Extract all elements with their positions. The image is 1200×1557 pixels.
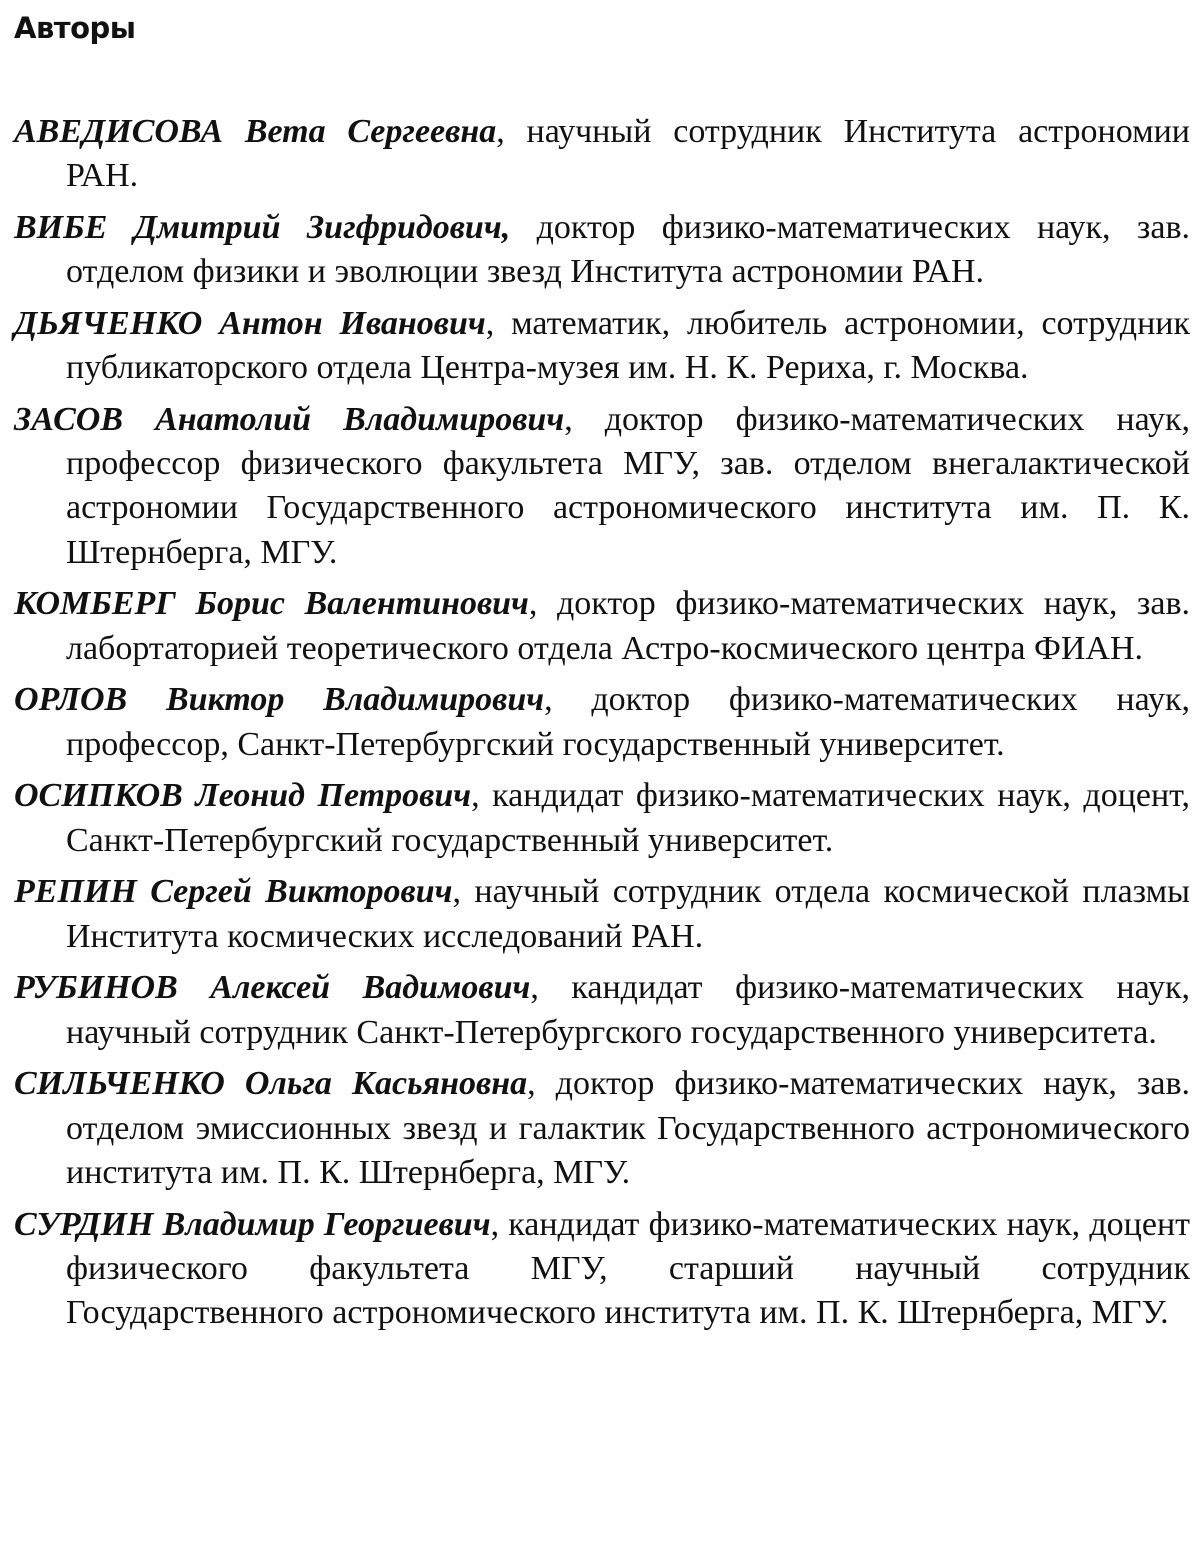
author-name: РУБИНОВ Алексей Вадимович — [14, 969, 531, 1007]
author-entry — [14, 870, 1190, 958]
author-description: , доктор физико-математических наук, зав. лабортаторией теоретического отдела Астро-космического центра ФИАН. — [66, 585, 1190, 667]
author-entry — [14, 302, 1190, 390]
page-title: Авторы — [14, 11, 136, 45]
author-name: ВИБЕ Дмитрий Зигфридович, — [14, 209, 511, 246]
author-list — [14, 110, 1190, 1335]
author-description: , математик, любитель астрономии, сотрудник публикаторского отдела Центра-музея им. Н. К. Рериха, г. Москва. — [66, 305, 1190, 387]
author-entry — [14, 1062, 1190, 1195]
author-name: ОРЛОВ Виктор Владимирович — [14, 681, 545, 719]
author-entry — [14, 206, 1190, 294]
author-name: СУРДИН Владимир Георгиевич — [14, 1205, 491, 1243]
author-entry — [14, 398, 1190, 575]
author-description: , доктор физико-математических наук, профессор физического факультета МГУ, зав. отделом внегалактической астрономии Государственного астрономического института им. П. К. Штернберга, МГУ. — [66, 401, 1191, 571]
author-entry — [14, 1203, 1190, 1336]
author-name: РЕПИН Сергей Викторович — [14, 873, 453, 911]
author-description: доктор физико-математических наук, зав. отделом физики и эволюции звезд Института астрономии РАН. — [66, 209, 1190, 291]
author-description: , доктор физико-математических наук, профессор, Санкт-Петербургский государственный университет. — [66, 681, 1190, 763]
author-description: , кандидат физико-математических наук, научный сотрудник Санкт-Петербургского государственного университета. — [66, 969, 1190, 1051]
author-description: , кандидат физико-математических наук, доцент физического факультета МГУ, старший научный сотрудник Государственного астрономического института им. П. К. Штернберга, МГУ. — [66, 1205, 1191, 1332]
author-entry — [14, 678, 1190, 766]
author-name: ДЬЯЧЕНКО Антон Иванович — [14, 305, 486, 342]
author-entry — [14, 966, 1190, 1054]
author-description: , научный сотрудник Института астрономии РАН. — [66, 113, 1190, 195]
page — [14, 8, 1190, 1343]
author-name: ЗАСОВ Анатолий Владимирович — [14, 401, 565, 438]
author-description: , доктор физико-математических наук, зав. отделом эмиссионных звезд и галактик Государственного астрономического института им. П. К. Штернберга, МГУ. — [66, 1065, 1191, 1191]
author-name: СИЛЬЧЕНКО Ольга Касьяновна — [14, 1065, 528, 1103]
author-entry — [14, 582, 1190, 670]
author-name: ОСИПКОВ Леонид Петрович — [14, 777, 472, 815]
author-name: КОМБЕРГ Борис Валентинович — [14, 585, 529, 623]
author-name: АВЕДИСОВА Вета Сергеевна — [14, 113, 497, 150]
author-description: , научный сотрудник отдела космической плазмы Института космических исследований РАН. — [66, 873, 1190, 955]
author-description: , кандидат физико-математических наук, доцент, Санкт-Петербургский государственный университет. — [66, 777, 1190, 859]
author-entry — [14, 110, 1190, 198]
author-entry — [14, 774, 1190, 862]
